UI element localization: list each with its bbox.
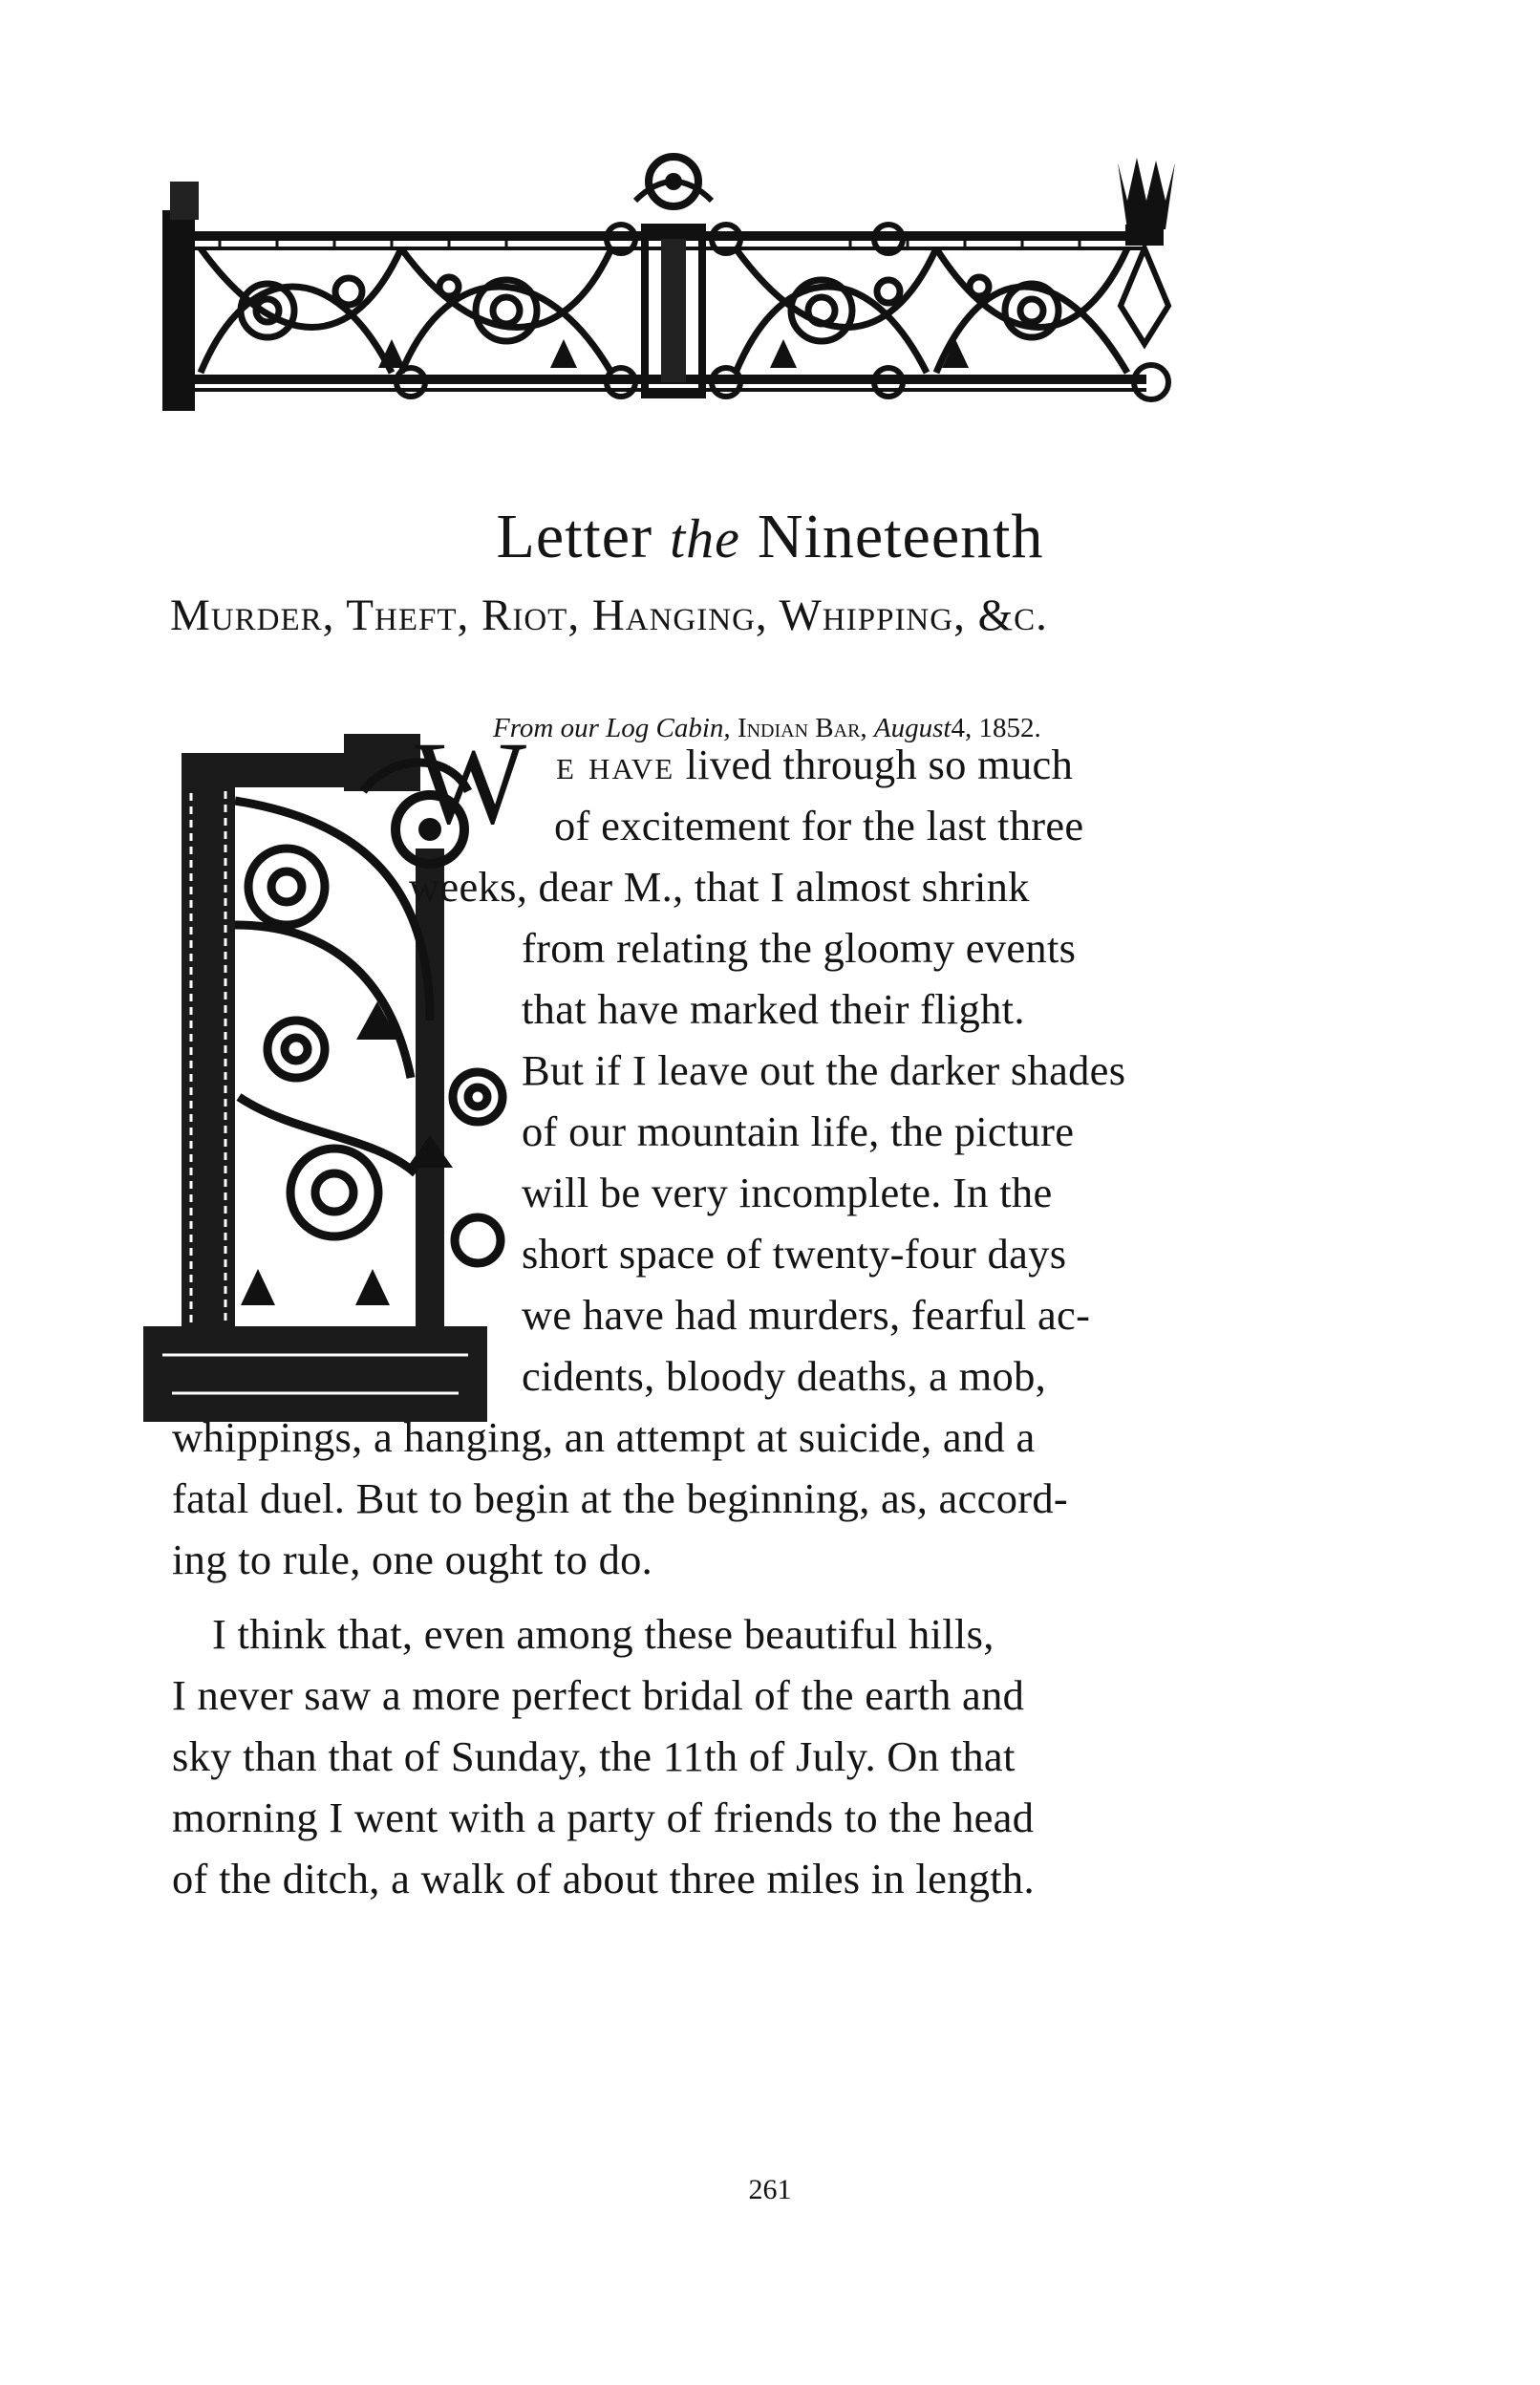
ornament-band-graphic	[162, 143, 1185, 420]
body-line-17: sky than that of Sunday, the 11th of July. On that	[172, 1732, 1016, 1780]
body-line-11: cidents, bloody deaths, a mob,	[522, 1352, 1047, 1400]
body-line-3: weeks, dear M., that I almost shrink	[409, 863, 1030, 911]
body-line-14: ing to rule, one ought to do.	[172, 1536, 653, 1583]
letter-title	[0, 499, 1540, 577]
body-line-10: we have had murders, fearful ac-	[522, 1291, 1091, 1339]
drop-cap-letter: W	[415, 718, 527, 849]
dateline-place: Indian Bar,	[737, 713, 867, 743]
page-number: 261	[748, 2174, 792, 2205]
body-line-9: short space of twenty-four days	[522, 1230, 1067, 1278]
body-line-4: from relating the gloomy events	[522, 924, 1077, 972]
body-line-2: of excitement for the last three	[554, 802, 1084, 849]
dateline-month: August	[873, 713, 952, 743]
title-word-nineteenth: Nineteenth	[757, 502, 1044, 571]
opening-small-caps: e have	[556, 741, 675, 788]
body-line-15: I think that, even among these beautiful hills,	[212, 1610, 995, 1658]
dateline-day-year: 4, 1852.	[951, 713, 1041, 743]
chapter-subtitle: Murder, Theft, Riot, Hanging, Whipping, &c.	[170, 591, 1048, 640]
title-word-the: the	[670, 507, 740, 569]
body-line-1-text: lived through so much	[674, 741, 1074, 788]
body-line-13: fatal duel. But to begin at the beginning, as, accord-	[172, 1474, 1069, 1522]
body-line-16: I never saw a more perfect bridal of the earth and	[172, 1671, 1025, 1719]
body-line-12: whippings, a hanging, an attempt at suicide, and a	[172, 1413, 1036, 1461]
body-line-5: that have marked their flight.	[522, 985, 1025, 1033]
header-ornament-band	[162, 143, 1185, 420]
body-line-8: will be very incomplete. In the	[522, 1169, 1053, 1216]
body-line-1	[556, 736, 1073, 793]
body-line-19: of the ditch, a walk of about three miles in length.	[172, 1855, 1035, 1902]
body-line-6: But if I leave out the darker shades	[522, 1046, 1126, 1094]
body-line-18: morning I went with a party of friends to the head	[172, 1794, 1035, 1841]
dateline-from: From our Log Cabin,	[493, 713, 731, 743]
body-line-7: of our mountain life, the picture	[522, 1107, 1075, 1155]
title-word-letter: Letter	[496, 502, 653, 571]
